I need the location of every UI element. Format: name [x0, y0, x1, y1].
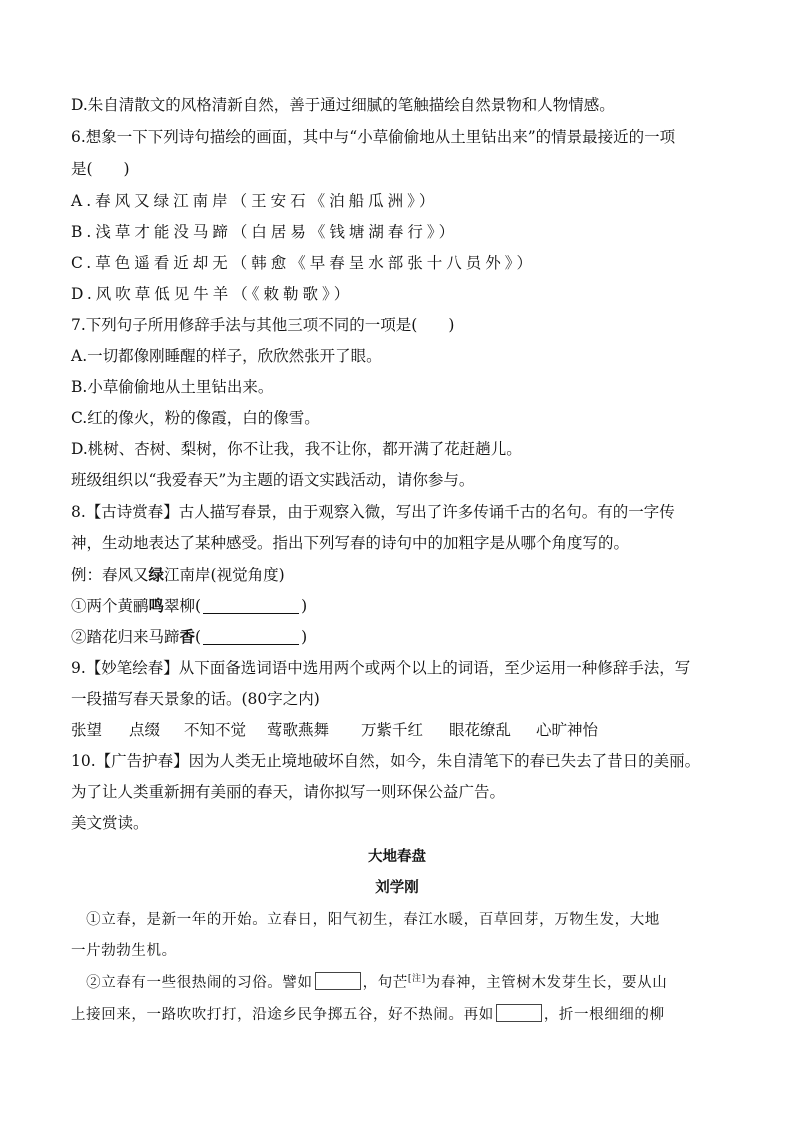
example-text-pre: 例：春风又 [71, 566, 149, 584]
question-7-option-b: B.小草偷偷地从土里钻出来。 [71, 378, 274, 396]
p2-line2-post: ，折一根细细的柳 [543, 1007, 665, 1023]
word-bank-item: 点缀 [129, 721, 161, 739]
example-bold-char: 绿 [148, 565, 165, 584]
question-8-line-1: 8.【古诗赏春】古人描写春景，由于观察入微，写出了许多传诵千古的名句。有的一字传 [71, 503, 675, 521]
item-1-pre: ①两个黄鹂 [71, 597, 149, 615]
reading-heading: 美文赏读。 [71, 814, 149, 832]
item-2-pre: ②踏花归来马蹄 [71, 628, 180, 646]
question-6-option-c: C.草色遥看近却无（韩愈《早春呈水部张十八员外》） [71, 254, 536, 272]
item-2-post: ( [195, 628, 202, 646]
activity-intro: 班级组织以“我爱春天”为主题的语文实践活动，请你参与。 [71, 471, 475, 489]
paragraph-2-line-1 [71, 971, 667, 992]
fill-in-box-1[interactable] [315, 972, 361, 990]
question-7-stem: 7.下列句子所用修辞手法与其他三项不同的一项是( ) [71, 316, 455, 334]
p2-line2-pre: 上接回来，一路吹吹打打，沿途乡民争掷五谷，好不热闹。再如 [71, 1007, 494, 1023]
p2-line1-post: 为春神，主管树木发芽生长，要从山 [425, 975, 668, 991]
item-1-end: ) [301, 597, 308, 615]
question-6-option-b: B.浅草才能没马蹄（白居易《钱塘湖春行》） [71, 223, 459, 241]
question-6-stem-line-2: 是( ) [71, 160, 130, 178]
paragraph-2-line-2 [71, 1003, 665, 1024]
question-8-item-1 [71, 596, 307, 616]
fill-in-box-2[interactable] [496, 1004, 542, 1022]
p2-line1-pre: ②立春有一些很热闹的习俗。譬如 [71, 975, 313, 991]
question-9-line-2: 一段描写春天景象的话。(80字之内) [71, 690, 320, 708]
question-7-option-c: C.红的像火，粉的像霞，白的像雪。 [71, 409, 320, 427]
paragraph-1-line-1: ①立春，是新一年的开始。立春日，阳气初生，春江水暖，百草回芽，万物生发，大地 [71, 912, 660, 928]
word-bank-item: 心旷神怡 [536, 721, 599, 739]
item-2-answer-blank[interactable] [203, 628, 299, 645]
question-7-option-a: A.一切都像刚睡醒的样子，欣欣然张开了眼。 [71, 347, 382, 365]
word-bank-item: 张望 [71, 721, 103, 739]
example-text-post: 江南岸(视觉角度) [164, 566, 285, 584]
question-8-line-2: 神，生动地表达了某种感受。指出下列写春的诗句中的加粗字是从哪个角度写的。 [71, 534, 630, 552]
item-1-answer-blank[interactable] [203, 597, 299, 614]
paragraph-1-line-2: 一片勃勃生机。 [71, 943, 177, 959]
item-1-post: 翠柳( [164, 597, 202, 615]
question-10-line-1: 10.【广告护春】因为人类无止境地破坏自然，如今，朱自清笔下的春已失去了昔日的美丽。 [71, 752, 701, 770]
question-9-line-1: 9.【妙笔绘春】从下面备选词语中选用两个或两个以上的词语，至少运用一种修辞手法，写 [71, 659, 691, 677]
word-bank-item: 眼花缭乱 [449, 721, 512, 739]
p2-line1-mid: ，句芒 [362, 975, 408, 991]
question-6-option-d: D.风吹草低见牛羊（《敕勒歌》） [71, 285, 354, 303]
question-7-option-d: D.桃树、杏树、梨树，你不让我，我不让你，都开满了花赶趟儿。 [71, 440, 522, 458]
item-1-bold-char: 鸣 [148, 596, 165, 615]
item-2-end: ) [301, 628, 308, 646]
question-8-example [71, 565, 285, 585]
question-6-option-a: A.春风又绿江南岸（王安石《泊船瓜洲》） [71, 192, 439, 210]
footnote-marker: [注] [407, 974, 426, 985]
article-author: 刘学刚 [375, 879, 419, 896]
article-title: 大地春盘 [368, 848, 426, 865]
word-bank-item: 不知不觉 [184, 721, 247, 739]
question-5-option-d: D.朱自清散文的风格清新自然，善于通过细腻的笔触描绘自然景物和人物情感。 [71, 96, 615, 114]
item-2-bold-char: 香 [179, 627, 196, 646]
question-6-stem-line-1: 6.想象一下下列诗句描绘的画面，其中与“小草偷偷地从土里钻出来”的情景最接近的一项 [71, 128, 676, 146]
question-8-item-2 [71, 627, 307, 647]
word-bank-item: 莺歌燕舞 [267, 721, 330, 739]
question-10-line-2: 为了让人类重新拥有美丽的春天，请你拟写一则环保公益广告。 [71, 783, 506, 801]
word-bank-item: 万紫千红 [361, 721, 424, 739]
